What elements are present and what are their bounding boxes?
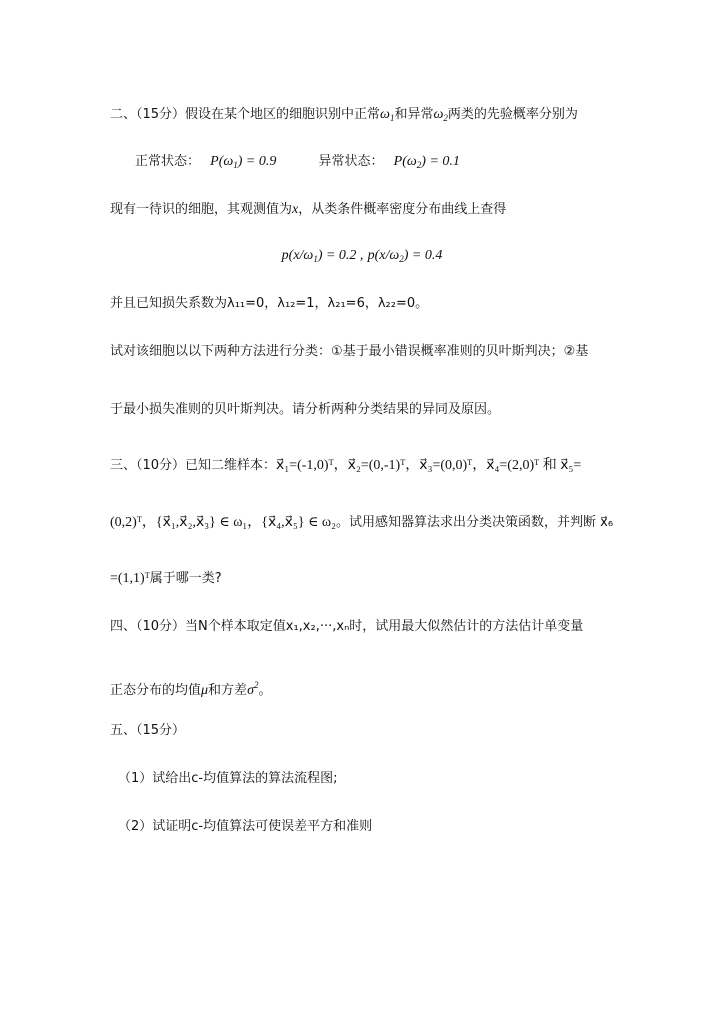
- cond-density-2: $p(x/\omega_2) = 0.4$: [367, 248, 443, 264]
- q2-header-suffix: 两类的先验概率分别为: [447, 107, 578, 122]
- loss-coefficients: 并且已知损失系数为λ₁₁=0，λ₁₂=1，λ₂₁=6，λ₂₂=0。: [110, 296, 429, 311]
- q2-header: [110, 105, 578, 128]
- q3-line2: [110, 513, 613, 533]
- q2-task-line2: 于最小损失准则的贝叶斯判决。请分析两种分类结果的异同及原因。: [110, 402, 501, 417]
- q3-header: 三、（10分）已知二维样本：: [110, 458, 277, 473]
- q2-header-mid: 和异常: [394, 107, 434, 122]
- q5-item2: （2）试证明c-均值算法可使误差平方和准则: [118, 819, 373, 834]
- q4-mean-label: 正态分布的均值: [110, 683, 202, 698]
- q4-period: 。: [258, 683, 272, 698]
- cond-density-1: $p(x/\omega_1) = 0.2$ ,: [281, 248, 364, 264]
- q3-test-sample: =(1,1)ᵀ: [110, 571, 150, 586]
- q2-header-prefix: 二、（15分）假设在某个地区的细胞识别中正常: [110, 107, 381, 122]
- q5-header: 五、（15分）: [110, 723, 186, 738]
- sigma-squared: $\sigma^2$: [247, 680, 259, 698]
- omega2-symbol: $\omega_2$: [433, 107, 448, 123]
- q3-question: 属于哪一类?: [149, 571, 222, 586]
- conditional-densities: [0, 246, 724, 269]
- q4-variance-label: 和方差: [208, 683, 248, 698]
- q3-task-text: 。试用感知器算法求出分类决策函数，并判断 x⃗₆: [336, 515, 614, 530]
- q3-class-sets: (0,2)ᵀ，{x⃗₁,x⃗₂,x⃗₃} ∈ ω₁，{x⃗₄,x⃗₅} ∈ ω₂: [110, 515, 337, 530]
- observation-line: [110, 200, 506, 220]
- q4-line1: 四、（10分）当N个样本取定值x₁,x₂,···,xₙ时，试用最大似然估计的方法估计单变量: [110, 619, 584, 634]
- q5-item1: （1）试给出c-均值算法的算法流程图;: [118, 771, 338, 786]
- q3-line1: [110, 456, 581, 476]
- normal-state-label: 正常状态：: [135, 154, 201, 169]
- observed-variable: x: [292, 202, 299, 217]
- mu-symbol: μ: [201, 683, 209, 698]
- q3-samples: x⃗₁=(-1,0)ᵀ，x⃗₂=(0,-1)ᵀ，x⃗₃=(0,0)ᵀ，x⃗₄=(2,0)ᵀ 和 x⃗₅=: [276, 458, 582, 473]
- q3-line3: [110, 569, 222, 589]
- p-abnormal-formula: $P(\omega_2) = 0.1$: [393, 154, 460, 170]
- omega1-symbol: $\omega_1$: [380, 107, 395, 123]
- prior-probabilities: [135, 152, 460, 175]
- observation-prefix: 现有一待识的细胞，其观测值为: [110, 202, 293, 217]
- q4-line2: [110, 675, 271, 701]
- p-normal-formula: $P(\omega_1) = 0.9$: [210, 154, 277, 170]
- q2-task-line1: 试对该细胞以以下两种方法进行分类：①基于最小错误概率准则的贝叶斯判决；②基: [110, 344, 589, 359]
- abnormal-state-label: 异常状态：: [318, 154, 384, 169]
- observation-suffix: ，从类条件概率密度分布曲线上查得: [298, 202, 507, 217]
